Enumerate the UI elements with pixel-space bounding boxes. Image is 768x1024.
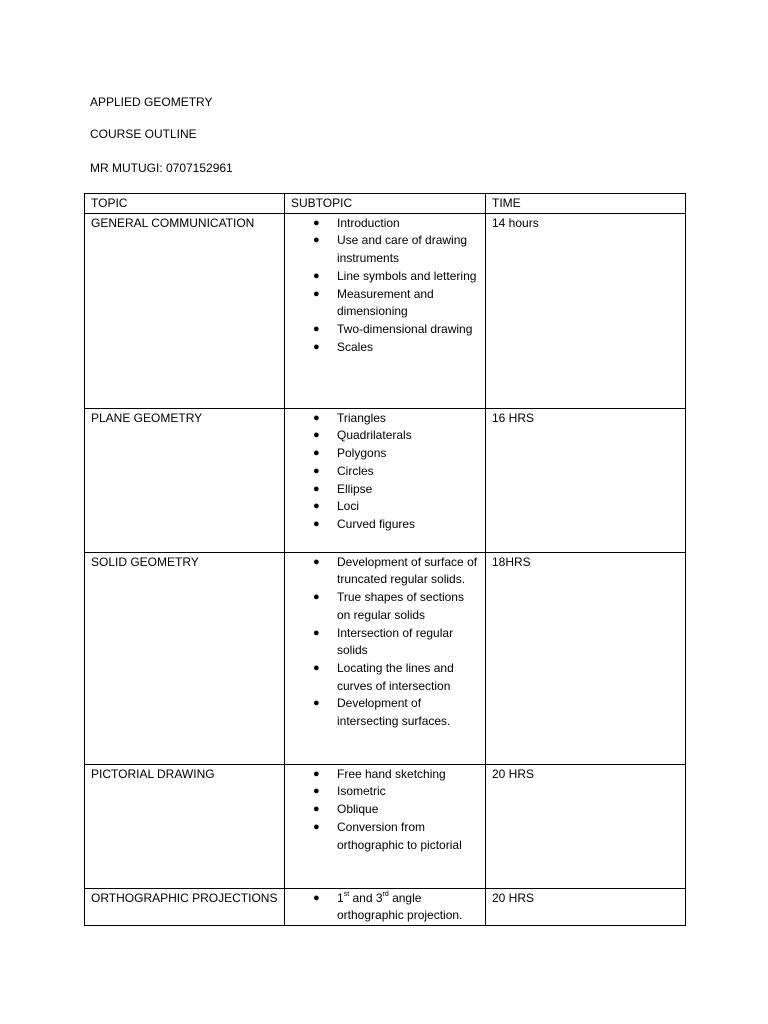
subtopic-cell xyxy=(285,213,486,408)
time-cell: 14 hours xyxy=(486,213,686,408)
subtopic-list xyxy=(291,766,480,855)
list-item: ● Two-dimensional drawing xyxy=(291,321,480,339)
list-item: ● Use and care of drawing instruments xyxy=(313,233,468,266)
bullet-icon: ● xyxy=(313,803,320,816)
bullet-icon: ● xyxy=(313,429,320,442)
topic-cell: PICTORIAL DRAWING xyxy=(85,764,285,888)
topic-cell: GENERAL COMMUNICATION xyxy=(85,213,285,408)
list-item: ● Conversion from orthographic to pictorial xyxy=(313,819,462,852)
bullet-icon: ● xyxy=(313,340,320,353)
table-row xyxy=(85,213,686,408)
table-row xyxy=(85,764,686,888)
bullet-icon: ● xyxy=(313,322,320,335)
topic-cell: SOLID GEOMETRY xyxy=(85,552,285,764)
bullet-icon: ● xyxy=(313,626,320,639)
document-subtitle: COURSE OUTLINE xyxy=(90,127,197,141)
list-item: ● Line symbols and lettering xyxy=(291,268,480,286)
table-row xyxy=(85,552,686,764)
bullet-icon: ● xyxy=(313,482,320,495)
subtopic-list xyxy=(291,554,480,731)
bullet-icon: ● xyxy=(313,767,320,780)
list-item: ● True shapes of sections on regular solids xyxy=(313,590,464,622)
bullet-icon: ● xyxy=(313,269,320,282)
list-item: ● Development of intersecting surfaces. xyxy=(313,696,451,729)
bullet-icon: ● xyxy=(313,697,320,710)
table-row xyxy=(85,888,686,925)
bullet-icon: ● xyxy=(313,555,320,568)
topic-cell: ORTHOGRAPHIC PROJECTIONS xyxy=(85,888,285,925)
list-item: ● Isometric xyxy=(291,783,480,801)
time-cell: 18HRS xyxy=(486,552,686,764)
bullet-icon: ● xyxy=(313,464,320,477)
subtopic-cell xyxy=(285,764,486,888)
list-item: ● Measurement and dimensioning xyxy=(313,286,434,319)
list-item: ● Development of surface of truncated regular solids. xyxy=(313,554,478,587)
column-header-topic: TOPIC xyxy=(85,194,285,214)
subtopic-cell xyxy=(285,552,486,764)
list-item: ● Scales xyxy=(291,339,480,357)
subtopic-cell xyxy=(285,408,486,552)
topic-cell: PLANE GEOMETRY xyxy=(85,408,285,552)
bullet-icon: ● xyxy=(313,661,320,674)
list-item: ● Triangles xyxy=(291,410,480,428)
bullet-icon: ● xyxy=(313,500,320,513)
time-cell: 20 HRS xyxy=(486,764,686,888)
course-outline-table xyxy=(84,193,686,926)
list-item: ● Intersection of regular solids xyxy=(313,625,454,658)
bullet-icon: ● xyxy=(313,447,320,460)
bullet-icon: ● xyxy=(313,891,320,904)
document-title: APPLIED GEOMETRY xyxy=(90,95,213,109)
bullet-icon: ● xyxy=(313,234,320,247)
bullet-icon: ● xyxy=(313,785,320,798)
list-item: ● Free hand sketching xyxy=(291,766,480,784)
bullet-icon: ● xyxy=(313,517,320,530)
column-header-time: TIME xyxy=(486,194,686,214)
list-item: ● Quadrilaterals xyxy=(291,427,480,445)
bullet-icon: ● xyxy=(313,820,320,833)
subtopic-list xyxy=(291,890,480,925)
list-item: ● 1st and 3rd angle orthographic projection. xyxy=(313,890,463,923)
list-item: ● Curved figures xyxy=(291,516,480,534)
subtopic-cell xyxy=(285,888,486,925)
instructor-contact: MR MUTUGI: 0707152961 xyxy=(90,161,233,175)
time-cell: 16 HRS xyxy=(486,408,686,552)
table-header-row xyxy=(85,194,686,214)
subtopic-list xyxy=(291,410,480,534)
subtopic-list xyxy=(291,215,480,357)
list-item: ● Loci xyxy=(291,498,480,516)
bullet-icon: ● xyxy=(313,591,320,604)
list-item: ● Oblique xyxy=(291,801,480,819)
time-cell: 20 HRS xyxy=(486,888,686,925)
list-item: ● Polygons xyxy=(291,445,480,463)
column-header-subtopic: SUBTOPIC xyxy=(285,194,486,214)
table-row xyxy=(85,408,686,552)
list-item: ● Locating the lines and curves of intersection xyxy=(313,660,454,693)
list-item: ● Ellipse xyxy=(291,481,480,499)
bullet-icon: ● xyxy=(313,411,320,424)
list-item: ● Introduction xyxy=(291,215,480,233)
bullet-icon: ● xyxy=(313,287,320,300)
bullet-icon: ● xyxy=(313,216,320,229)
list-item: ● Circles xyxy=(291,463,480,481)
